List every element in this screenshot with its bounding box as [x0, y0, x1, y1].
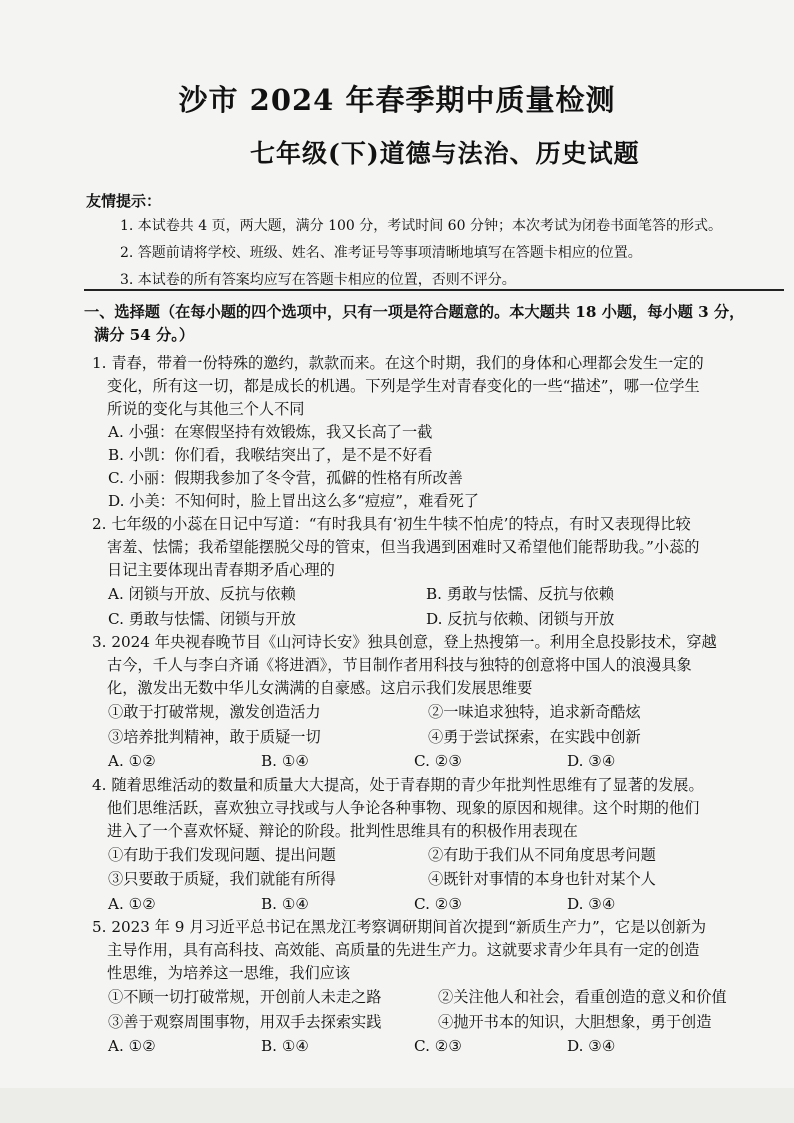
option-c: C. 勇敢与怯懦、闭锁与开放 — [108, 609, 296, 628]
statement-4: ④勇于尝试探索，在实践中创新 — [428, 727, 641, 746]
statement-3: ③培养批判精神，敢于质疑一切 — [108, 727, 321, 746]
statement-2: ②有助于我们从不同角度思考问题 — [428, 845, 656, 864]
option-d: D. 反抗与依赖、闭锁与开放 — [426, 609, 615, 628]
page-title: 沙市 2024 年春季期中质量检测 — [178, 83, 616, 117]
question-stem-line: 4. 随着思维活动的数量和质量大大提高，处于青春期的青少年批判性思维有了显著的发展。 — [92, 775, 704, 794]
question-stem-line: 害羞、怯懦；我希望能摆脱父母的管束，但当我遇到困难时又希望他们能帮助我。”小蕊的 — [107, 538, 700, 556]
answers-grid — [108, 892, 790, 917]
tips-line: 1. 本试卷共 4 页，两大题，满分 100 分，考试时间 60 分钟；本次考试为闭卷书面笔答的形式。 — [120, 218, 722, 234]
answer-b: B. ①④ — [261, 894, 310, 913]
answer-d: D. ③④ — [567, 752, 616, 770]
question-stem-line: 变化，所有这一切，都是成长的机遇。下列是学生对青春变化的一些“描述”，哪一位学生 — [107, 377, 700, 395]
option-b: B. 小凯：你们看，我喉结突出了，是不是不好看 — [108, 446, 433, 464]
question-stem-line: 主导作用，具有高科技、高效能、高质量的先进生产力。这就要求青少年具有一定的创造 — [107, 941, 700, 959]
statements-grid — [108, 985, 790, 1034]
question-1 — [84, 352, 790, 513]
question-stem-line: 所说的变化与其他三个人不同 — [107, 400, 305, 418]
tips-line: 3. 本试卷的所有答案均应写在答题卡相应的位置，否则不评分。 — [120, 272, 516, 288]
question-stem-line: 性思维，为培养这一思维，我们应该 — [107, 964, 350, 982]
answer-c: C. ②③ — [414, 752, 462, 770]
statement-3: ③善于观察周围事物，用双手去探索实践 — [108, 1012, 382, 1031]
statement-1: ①敢于打破常规，激发创造活力 — [108, 703, 321, 721]
question-stem-line: 化，激发出无数中华儿女满满的自豪感。这启示我们发展思维要 — [107, 679, 533, 697]
question-stem-line: 5. 2023 年 9 月习近平总书记在黑龙江考察调研期间首次提到“新质生产力”，它是以创新为 — [92, 918, 707, 936]
question-stem-line: 进入了一个喜欢怀疑、辩论的阶段。批判性思维具有的积极作用表现在 — [107, 821, 578, 840]
question-stem-line: 2. 七年级的小蕊在日记中写道：“有时我具有‘初生牛犊不怕虎’的特点，有时又表现得比较 — [92, 515, 691, 533]
answer-a: A. ①② — [108, 894, 156, 913]
answer-a: A. ①② — [108, 1037, 156, 1055]
statement-1: ①有助于我们发现问题、提出问题 — [108, 845, 336, 864]
section-heading — [84, 301, 790, 347]
question-3 — [84, 631, 790, 774]
option-c: C. 小丽：假期我参加了冬令营，孤僻的性格有所改善 — [108, 469, 463, 487]
option-a: A. 闭锁与开放、反抗与依赖 — [108, 585, 296, 603]
tips-line: 2. 答题前请将学校、班级、姓名、准考证号等事项清晰地填写在答题卡相应的位置。 — [120, 245, 642, 261]
divider — [84, 289, 784, 291]
answer-c: C. ②③ — [414, 1037, 462, 1055]
options-grid — [108, 582, 790, 631]
question-5 — [84, 916, 790, 1059]
answer-a: A. ①② — [108, 752, 156, 770]
option-a: A. 小强：在寒假坚持有效锻炼，我又长高了一截 — [108, 423, 433, 441]
statement-4: ④抛开书本的知识，大胆想象，勇于创造 — [438, 1012, 712, 1031]
tips-block — [86, 190, 786, 296]
section-heading-line: 满分 54 分。） — [94, 326, 195, 344]
question-stem-line: 古今，千人与李白齐诵《将进酒》，节目制作者用科技与独特的创意将中国人的浪漫具象 — [107, 656, 692, 674]
statements-grid — [108, 843, 790, 892]
statement-3: ③只要敢于质疑，我们就能有所得 — [108, 870, 336, 888]
page-subtitle: 七年级(下)道德与法治、历史试题 — [250, 139, 640, 168]
page-bottom-edge — [0, 1088, 794, 1123]
section-heading-line: 一、选择题（在每小题的四个选项中，只有一项是符合题意的。本大题共 18 小题，每小题 3 分， — [84, 303, 745, 321]
answers-grid — [108, 1034, 790, 1059]
statement-4: ④既针对事情的本身也针对某个人 — [428, 870, 656, 888]
question-stem-line: 他们思维活跃，喜欢独立寻找或与人争论各种事物、现象的原因和规律。这个时期的他们 — [107, 798, 700, 817]
answer-b: B. ①④ — [261, 752, 310, 770]
option-b: B. 勇敢与怯懦、反抗与依赖 — [426, 585, 614, 603]
statements-grid — [108, 700, 790, 749]
tips-heading: 友情提示： — [86, 192, 162, 210]
answer-c: C. ②③ — [414, 894, 462, 913]
question-stem-line: 日记主要体现出青春期矛盾心理的 — [107, 561, 335, 579]
answers-grid — [108, 749, 790, 774]
answer-d: D. ③④ — [567, 894, 616, 913]
statement-2: ②关注他人和社会，看重创造的意义和价值 — [438, 988, 727, 1006]
statement-1: ①不顾一切打破常规，开创前人未走之路 — [108, 988, 382, 1006]
question-stem-line: 3. 2024 年央视春晚节目《山河诗长安》独具创意，登上热搜第一。利用全息投影技术，穿越 — [92, 633, 717, 651]
option-d: D. 小美：不知何时，脸上冒出这么多“痘痘”，难看死了 — [108, 492, 479, 510]
question-2 — [84, 513, 790, 631]
statement-2: ②一味追求独特，追求新奇酷炫 — [428, 703, 641, 721]
question-stem-line: 1. 青春，带着一份特殊的邀约，款款而来。在这个时期，我们的身体和心理都会发生一定的 — [92, 354, 704, 372]
answer-b: B. ①④ — [261, 1037, 310, 1055]
answer-d: D. ③④ — [567, 1037, 616, 1055]
question-4 — [84, 774, 790, 917]
exam-body — [84, 301, 790, 1059]
